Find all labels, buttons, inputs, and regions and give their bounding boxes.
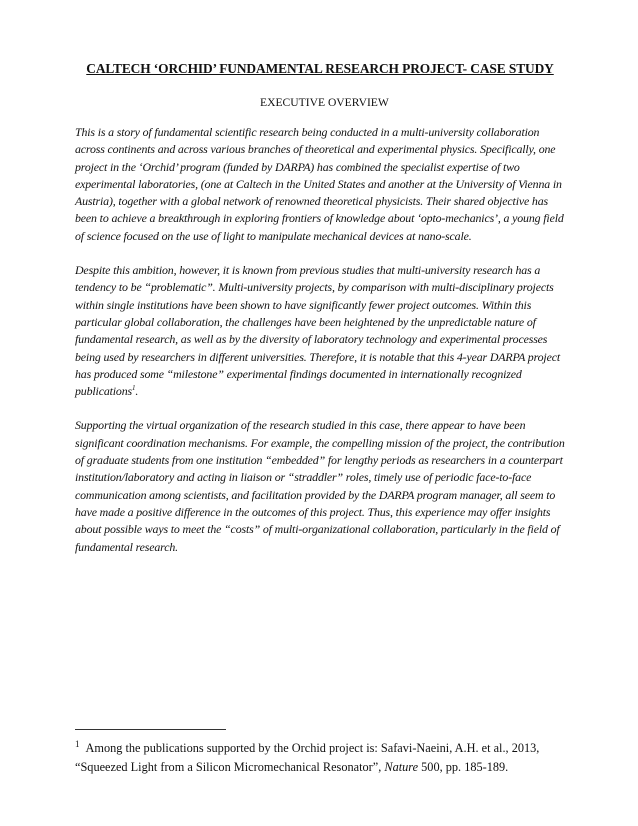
document-subtitle: EXECUTIVE OVERVIEW <box>260 96 389 109</box>
document-title: CALTECH ‘ORCHID’ FUNDAMENTAL RESEARCH PROJECT- CASE STUDY <box>86 61 554 76</box>
footnote-divider <box>75 729 226 730</box>
document-body <box>75 124 567 573</box>
paragraph-2 <box>75 262 567 400</box>
footnote-reference: 1 <box>132 384 136 393</box>
paragraph-2-text: Despite this ambition, however, it is known from previous studies that multi-university research has a tendency to be “problematic”. Multi-university projects, by comparison with multi-disciplinary projects within single institutions have been shown to have significantly fewer project outcomes. Within this particular global collaboration, the challenges have been heightened by the unpredictable nature of fundamental research, as well as by the diversity of laboratory technology and experimental processes being used by researchers in different universities. Therefore, it is notable that this 4-year DARPA project has produced some “milestone” experimental findings documented in internationally recognized publications <box>75 263 560 399</box>
paragraph-2-end: . <box>135 384 139 399</box>
footnote-marker: 1 <box>75 738 80 749</box>
footnote-text: Among the publications supported by the Orchid project is: Safavi-Naeini, A.H. et al., 2013, “Squeezed Light from a Silicon Micromechanical Resonator”, <box>75 741 540 774</box>
footnote-journal: Nature <box>384 760 419 774</box>
footnote-citation: 500, pp. 185-189. <box>418 760 509 774</box>
footnote <box>75 739 575 777</box>
paragraph-3: Supporting the virtual organization of the research studied in this case, there appear to have been significant coordination mechanisms. For example, the compelling mission of the project, the contribution of graduate students from one institution “embedded” for lengthy periods as researchers in a counterpart institution/laboratory and acting in liaison or “straddler” roles, timely use of periodic face-to-face communication among scientists, and facilitation provided by the DARPA program manager, all seem to have made a positive difference in the outcomes of this project. Thus, this experience may offer insights about possible ways to meet the “costs” of multi-organizational collaboration, particularly in the field of fundamental research. <box>75 418 565 554</box>
paragraph-1: This is a story of fundamental scientific research being conducted in a multi-university collaboration across continents and across various branches of theoretical and experimental physics. Specifically, one project in the ‘Orchid’ program (funded by DARPA) has combined the specialist expertise of two experimental laboratories, (one at Caltech in the United States and another at the University of Vienna in Austria), together with a global network of renowned theoretical physicists. Their shared objective has been to achieve a breakthrough in exploring frontiers of knowledge about ‘opto-mechanics’, a young field of science focused on the use of light to manipulate mechanical devices at nano-scale. <box>75 125 564 243</box>
